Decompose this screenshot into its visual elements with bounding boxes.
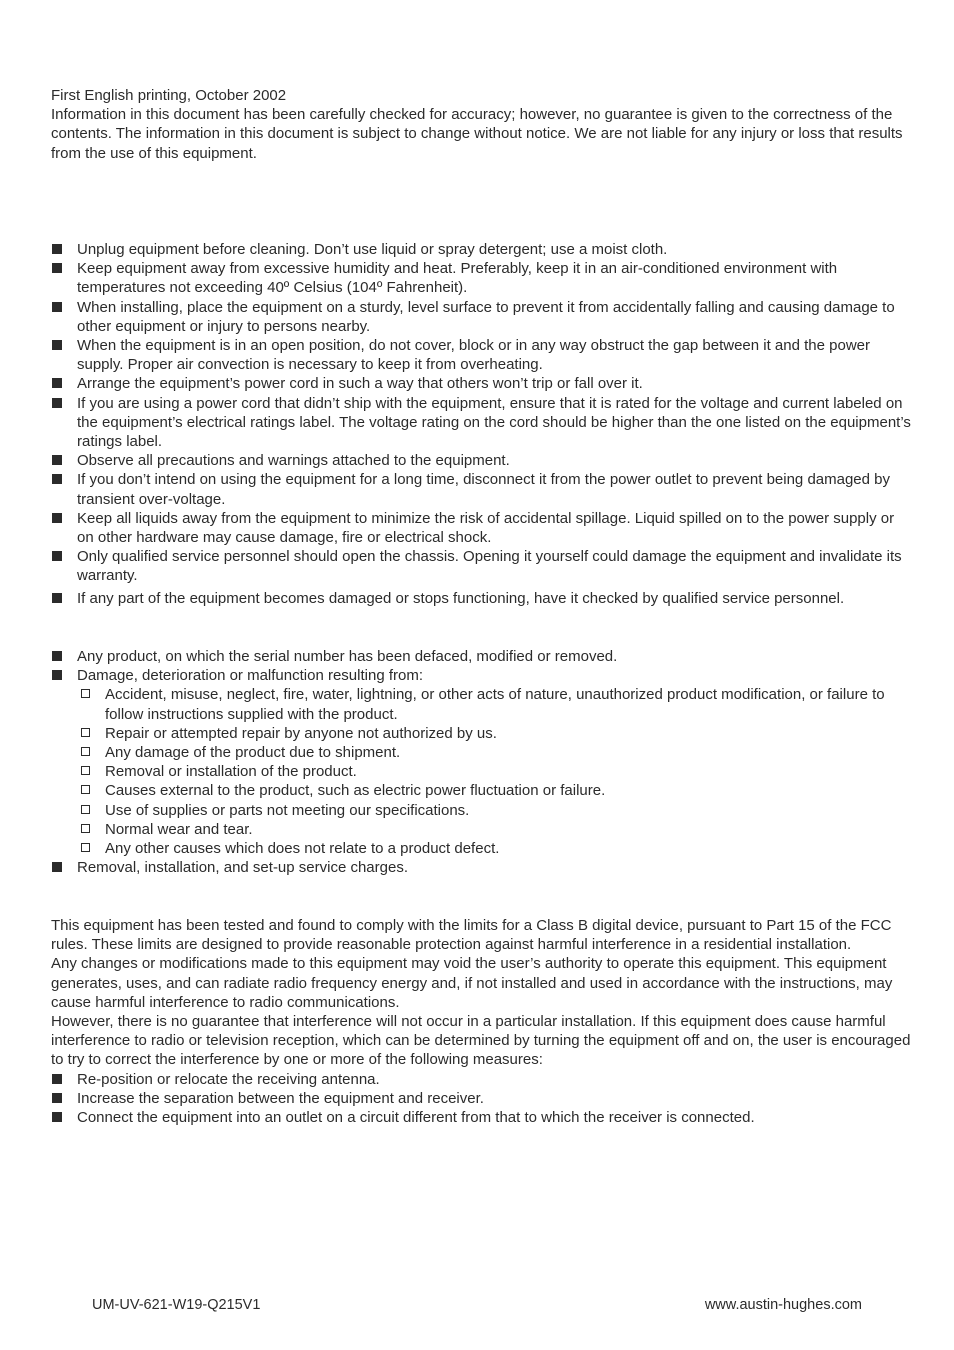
- list-item: Connect the equipment into an outlet on a circuit different from that to which the receiver is connected.: [51, 1108, 911, 1127]
- list-item: If you are using a power cord that didn’t ship with the equipment, ensure that it is rated for the voltage and current labeled on the equipment’s electrical ratings label. The voltage rating on the cord should be higher than the one listed on the equipment’s ratings label.: [51, 394, 911, 452]
- sub-list-item: Accident, misuse, neglect, fire, water, lightning, or other acts of nature, unauthorized product modification, or failure to follow instructions supplied with the product.: [51, 685, 911, 723]
- sub-list-item: Normal wear and tear.: [51, 820, 911, 839]
- disclaimer-text: Information in this document has been carefully checked for accuracy; however, no guarantee is given to the correctness of the contents. The information in this document is subject to change without notice. We are not liable for any injury or loss that results from the use of this equipment.: [51, 106, 903, 162]
- list-item: Observe all precautions and warnings attached to the equipment.: [51, 451, 911, 470]
- sub-list-item: Removal or installation of the product.: [51, 762, 911, 781]
- intro-section: [51, 86, 911, 163]
- sub-list-item: Any damage of the product due to shipment.: [51, 743, 911, 762]
- list-item: Unplug equipment before cleaning. Don’t use liquid or spray detergent; use a moist cloth.: [51, 240, 911, 259]
- list-item: When the equipment is in an open position, do not cover, block or in any way obstruct the gap between it and the power supply. Proper air convection is necessary to keep it from overheating.: [51, 336, 911, 374]
- safety-list: [51, 240, 911, 608]
- list-item: Increase the separation between the equipment and receiver.: [51, 1089, 911, 1108]
- fcc-paragraph: However, there is no guarantee that interference will not occur in a particular installation. If this equipment does cause harmful interference to radio or television reception, which can be determined by turning the equipment off and on, the user is encouraged to try to correct the interference by one or more of the following measures:: [51, 1013, 911, 1069]
- list-item: Only qualified service personnel should open the chassis. Opening it yourself could damage the equipment and invalidate its warranty.: [51, 547, 911, 585]
- fcc-section: [51, 916, 911, 1127]
- list-item: Keep equipment away from excessive humidity and heat. Preferably, keep it in an air-conditioned environment with temperatures not exceeding 40º Celsius (104º Fahrenheit).: [51, 259, 911, 297]
- warranty-section: [51, 647, 911, 877]
- safety-section: [51, 240, 911, 608]
- warranty-exclusions-list: [51, 647, 911, 877]
- sub-list-item: Causes external to the product, such as electric power fluctuation or failure.: [51, 781, 911, 800]
- list-item: Any product, on which the serial number has been defaced, modified or removed.: [51, 647, 911, 666]
- sub-list-item: Any other causes which does not relate to a product defect.: [51, 839, 911, 858]
- list-item: If any part of the equipment becomes damaged or stops functioning, have it checked by qualified service personnel.: [51, 589, 911, 608]
- website-url: www.austin-hughes.com: [704, 1297, 862, 1313]
- list-item: Removal, installation, and set-up service charges.: [51, 858, 911, 877]
- list-item: If you don’t intend on using the equipment for a long time, disconnect it from the power outlet to prevent being damaged by transient over-voltage.: [51, 470, 911, 508]
- sub-list-item: Use of supplies or parts not meeting our specifications.: [51, 801, 911, 820]
- list-item: When installing, place the equipment on a sturdy, level surface to prevent it from accidentally falling and causing damage to other equipment or injury to persons nearby.: [51, 298, 911, 336]
- sub-list-item: Repair or attempted repair by anyone not authorized by us.: [51, 724, 911, 743]
- list-item: Keep all liquids away from the equipment to minimize the risk of accidental spillage. Liquid spilled on to the power supply or on other hardware may cause damage, fire or electrical shock.: [51, 509, 911, 547]
- fcc-paragraph: Any changes or modifications made to this equipment may void the user’s authority to operate this equipment. This equipment generates, uses, and can radiate radio frequency energy and, if not installed and used in accordance with the instructions, may cause harmful interference to radio communications.: [51, 955, 893, 1011]
- list-item: Damage, deterioration or malfunction resulting from:: [51, 666, 911, 685]
- fcc-measures-list: [51, 1070, 911, 1128]
- document-code: UM-UV-621-W19-Q215V1: [92, 1297, 261, 1313]
- list-item: Arrange the equipment’s power cord in such a way that others won’t trip or fall over it.: [51, 374, 911, 393]
- list-item: Re-position or relocate the receiving antenna.: [51, 1070, 911, 1089]
- fcc-paragraph: This equipment has been tested and found to comply with the limits for a Class B digital device, pursuant to Part 15 of the FCC rules. These limits are designed to provide reasonable protection against harmful interference in a residential installation.: [51, 917, 892, 954]
- printing-date: First English printing, October 2002: [51, 87, 287, 104]
